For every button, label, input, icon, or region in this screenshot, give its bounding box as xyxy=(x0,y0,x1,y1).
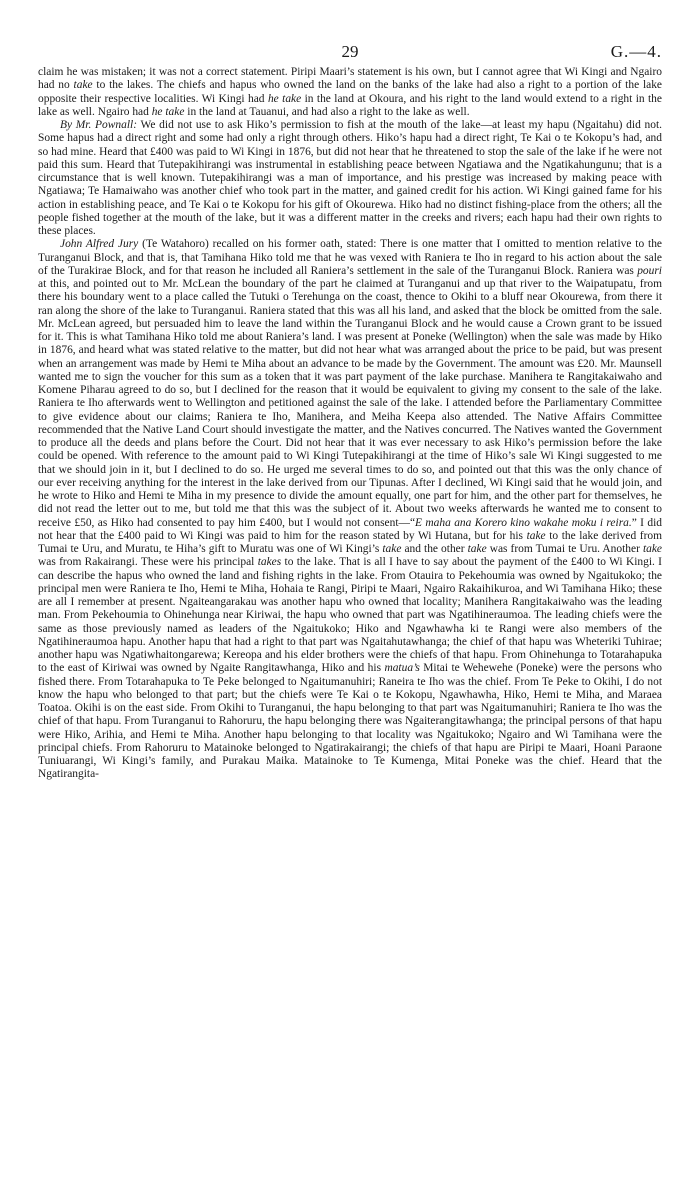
italic-phrase: pouri xyxy=(637,264,662,277)
text-run: in the land at Tauanui, and had also a right to the lake as well. xyxy=(184,105,470,118)
text-run: was from Rakairangi. These were his principal xyxy=(38,556,258,569)
paragraph-jury-testimony xyxy=(38,238,662,781)
italic-phrase: he take xyxy=(151,105,185,118)
text-run: (Te Watahoro) recalled on his former oath, stated: There is one matter that I omitted to mention relative to the Turanganui Block, and that is, that Tamihana Hiko told me that he was vexed with Raniera te Iho in regard to his action about the sale of the Turakirae Block, and for that reason he included all Raniera’s settlement in the sale of the Turanganui Block. Raniera was xyxy=(38,238,663,277)
body-text xyxy=(38,66,662,782)
text-run: to the lakes. The chiefs and hapus who owned the land on the banks of the lake had also a right to a portion of the lake opposite their respective localities. Wi Kingi had xyxy=(38,79,662,105)
paragraph-continuation xyxy=(38,66,662,119)
page-number: 29 xyxy=(341,42,359,61)
text-run: We did not use to ask Hiko’s permission to fish at the mouth of the lake—at least my hapu (Ngaitahu) did not. Some hapus had a direct right and some had only a right through others. Hiko’s hapu had a direct right, Te Kai o te Kokopu’s had, and so had mine. Heard that £400 was paid to Wi Kingi in 1876, but did not hear that he threatened to stop the sale of the lake if he were not paid this sum. Heard that Tutepakihirangi was instrumental in establishing peace between Ngatiawa and the Ngatikahungunu; that is a circumstance that is well known. Tutepakihirangi was a man of importance, and his prestige was increased by making peace with Ngatiawa; Te Hamaiwaho was another chief who took part in the matter, and gained credit for his action. Wi Kingi gained fame for his action in establishing peace, and Te Kai o te Kokopu for his gift of Okourewa. Hiko had no distinct fishing-place from the others; all the people fished together at the mouth of the lake, but it was a different matter in the creeks and rivers; each hapu had their own rights to these places. xyxy=(38,119,662,237)
report-reference: G.—4. xyxy=(610,42,662,61)
text-run: at this, and pointed out to Mr. McLean the boundary of the part he claimed at Turanganui and up that river to the Waipatupatu, from there his boundary went to a place called the Tutuki o Terehunga on the coast, thence to Okihi to a bluff near Okourewa, from there it ran along the shore of the lake to Turanganui. Raniera stated that this was all his land, and asked that the block be omitted from the sale. Mr. McLean agreed, but persuaded him to leave the land within the Turanganui Block and he would cause a Crown grant to be issued for it. This is what Tamihana Hiko told me about Raniera’s land. I was present at Poneke (Wellington) when the sale was made by Hiko in 1876, and heard what was stated relative to the matter, but did not hear what was arranged about the price to be paid, but was present when an arrangement was made by Hemi te Miha about an advance to be made by the Government. The amount was £20. Mr. Maunsell wanted me to sign the voucher for this sum as a token that it was part payment of the lake purchase. Manihera te Rangitakaiwaho and Komene Piharau agreed to do so, but I declined for the reason that it would be equivalent to giving my consent to the sale of the lake. Raniera te Iho afterwards went to Wellington and petitioned against the sale of the lake. I attended before the Parliamentary Committee to give evidence about our claims; Raniera te Iho, Manihera, and Meiha Keepa also attended. The Native Affairs Committee recommended that the Native Land Court should investigate the matter, and the Natives concurred. The Natives wanted the Government to produce all the deeds and plans before the Court. Did not hear that it was ever necessary to ask Hiko’s permission before the lake could be opened. With reference to the amount paid to Wi Kingi Tutepakihirangi at the time of Hiko’s sale Wi Kingi suggested to me that we should join in it, but I declined to do so. He urged me several times to do so, and pointed out that this was the only chance of our ever receiving anything for the interest in the lake derived from our Tipunas. After I declined, Wi Kingi said that he would join, and he wrote to Hiko and Hemi te Miha in my presence to divide the amount equally, one part for him, and the other part for themselves, he did not read the letter out to me, but told me that this was the subject of it. About two weeks afterwards he wanted me to consent to receive £50, as Hiko had consented to pay him £400, but I would not consent—“ xyxy=(38,278,662,529)
text-run: in the land at Okoura, and his right to the land would extend to a right in the lake as well. Ngairo had xyxy=(38,92,662,118)
page-header xyxy=(38,0,662,66)
italic-phrase: By Mr. Pownall: xyxy=(60,119,137,131)
text-run: claim he was mistaken; it was not a correct statement. Piripi Maari’s statement is his own, but I cannot agree that Wi Kingi and Ngairo had no xyxy=(38,66,662,92)
italic-phrase: matua’s xyxy=(384,662,420,675)
italic-phrase: John Alfred Jury xyxy=(60,238,139,251)
text-run: was from Tumai te Uru. Another xyxy=(486,543,643,555)
text-run: to the lake. That is all I have to say about the payment of the £400 to Wi Kingi. I can describe the hapus who owned the land and fishing rights in the lake. From Otauira to Pekehoumia was owned by Ngaitukoko; the principal men were Raniera te Iho, Hemi te Miha, Hohaia te Rangi, Piripi te Maari, Ngairo Rakaihikuroa, and Wi Tamihana Hiko; these are all I remember at present. Ngaiteangarakau was another hapu who owned that locality; Manihera Rangitakaiwaho was the leading man. From Pekehoumia to Ohinehunga near Kiriwai, the hapu who owned that part was Ngatihineraumoa. The leading chiefs were the same as those previously named as leaders of the Ngaitukoko; Hiko and Ngawhawha ki te Rangi were also members of the Ngatihineraumoa hapu. Another hapu that had a right to that part was Ngaitahutawhanga; the chief of that hapu was Wheteriki Tuhirae; another hapu was Ngatiwhaitongarewa; Kereopa and his elder brothers were the chiefs of that hapu. From Ohinehunga to Totarahapuka to the east of Kiriwai was owned by Ngaite Rangitawhanga, Hiko and his xyxy=(38,556,662,675)
italic-phrase: he take xyxy=(267,92,302,105)
text-run: ” I did not hear that the £400 paid to Wi Kingi was paid to him for the reason stated by Wi Hutana, but for his xyxy=(38,516,662,542)
text-run: and the other xyxy=(401,543,468,555)
paragraph-pownall-examination xyxy=(38,119,662,238)
italic-phrase: take xyxy=(467,543,487,555)
italic-phrase: E maha ana Korero kino wakahe moku i reira. xyxy=(415,516,632,529)
italic-phrase: take xyxy=(382,543,402,555)
italic-phrase: take xyxy=(642,543,663,555)
text-run: Mitai te Wehewehe (Poneke) were the persons who fished there. From Totarahapuka to Te Peke belonged to Ngaitumanuhiri; Raneira te Iho was the chief. From Te Peke to Okihi, I do not know the hapu who belonged to that part; but the chiefs were Te Kai o te Kokopu, Ngawhawha, Hiko, Hemi te Miha, and Maraea Toatoa. Okihi is on the east side. From Okihi to Turanganui, the hapu belonging to that part was Ngaitumanuhiri; Raniera te Iho was the chief of that hapu. From Turanganui to Rahoruru, the hapu belonging there was Ngaiterangitawhanga; the principal persons of that hapu were Hiko, Arihia, and Hemi te Miha. Another hapu belonging to that locality was Ngaitukoko; Ngairo and Wi Tamihana were the principal chiefs. From Rahoruru to Matainoke belonged to Ngatirakairangi; the chiefs of that hapu are Piripi te Maari, Hoani Paraone Tuniuarangi, Wi Kingi’s family, and Purakau Maika. Matainoke to Te Kumenga, Mitai Poneke was the chief. Heard that the Ngatirangita- xyxy=(38,662,662,781)
text-run: to the lake derived from Tumai te Uru, and Muratu, te Hiha’s gift to Muratu was one of Wi Kingi’s xyxy=(38,529,662,555)
italic-phrase: take xyxy=(73,79,93,92)
italic-phrase: take xyxy=(526,529,546,542)
italic-phrase: takes xyxy=(257,556,282,569)
